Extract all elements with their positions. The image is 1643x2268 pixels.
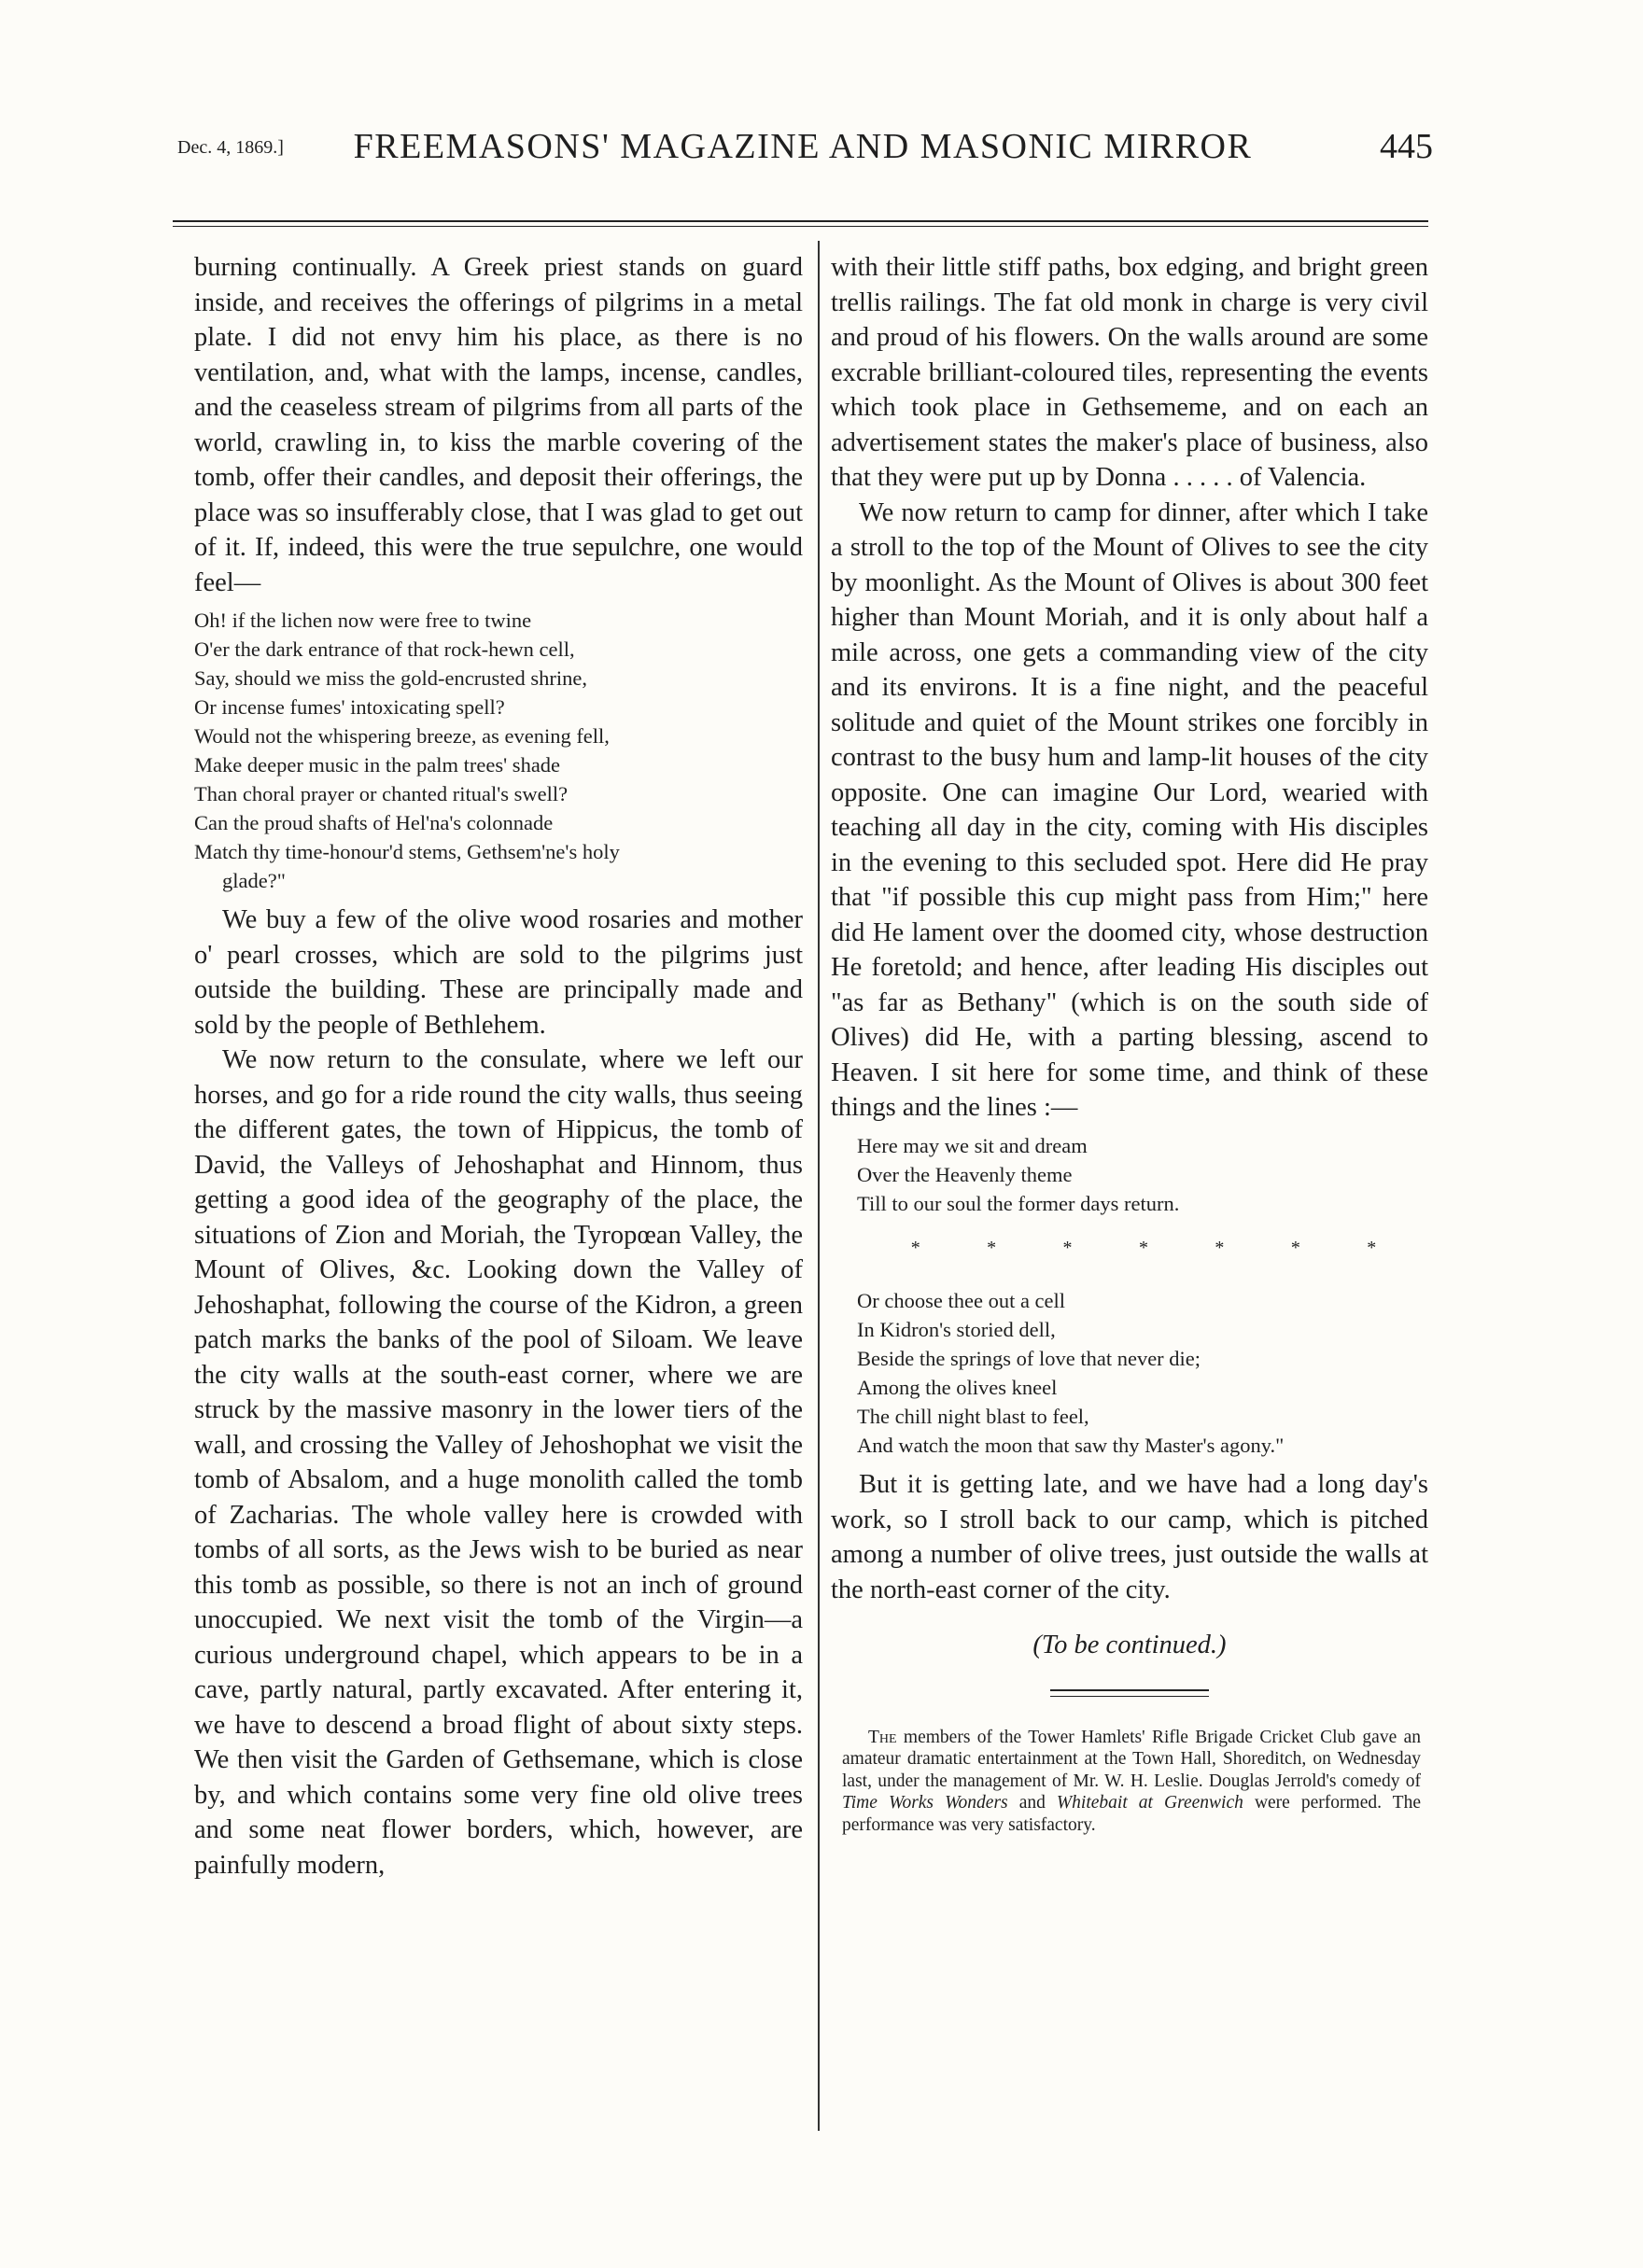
paragraph: burning continually. A Greek priest stands on guard inside, and receives the offerings of pilgrims in a metal plate. I did not envy him his place, as there is no ventilation, and, what with the lamps, incense, candles, and the ceaseless stream of pilgrims from all parts of the world, crawling in, to kiss the marble covering of the tomb, offer their candles, and deposit their offerings, the place was so insufferably close, that I was glad to get out of it. If, indeed, this were the true sepulchre, one would feel—: [194, 253, 803, 597]
asterism: [831, 1225, 1428, 1281]
paragraph: We now return to the consulate, where we left our horses, and go for a ride round the city walls, thus seeing the different gates, the town of Hippicus, the tomb of David, the Valleys of Jehoshaphat and Hinnom, thus getting a good idea of the geography of the place, the situations of Zion and Moriah, the Tyropœan Valley, the Mount of Olives, &c. Looking down the Valley of Jehoshaphat, following the course of the Kidron, a green patch marks the banks of the pool of Siloam. We leave the city walls at the south-east corner, where we are struck by the massive masonry in the lower tiers of the wall, and crossing the Valley of Jehoshophat we visit the tomb of Absalom, and a huge monolith called the tomb of Zacharias. The whole valley here is crowded with tombs of all sorts, as the Jews wish to be buried as near this tomb as possible, so there is not an inch of ground unoccupied. We next visit the tomb of the Virgin—a curious underground chapel, which appears to be in a cave, partly natural, partly excavated. After entering it, we have to descend a broad flight of about sixty steps. We then visit the Garden of Gethsemane, which is close by, and which contains some very fine old olive trees and some neat flower borders, which, however, are painfully modern,: [194, 1045, 803, 1880]
club-notice: [831, 1727, 1428, 1837]
poem-line: Here may we sit and dream: [857, 1133, 1088, 1157]
poem-line: Can the proud shafts of Hel'na's colonnade: [194, 811, 554, 834]
header-rule-thin: [173, 226, 1428, 227]
poem-line: Than choral prayer or chanted ritual's swell?: [194, 782, 569, 805]
poem-line: Beside the springs of love that never die;: [857, 1347, 1201, 1370]
poem-line: Match thy time-honour'd stems, Gethsem'ne's holy: [194, 840, 620, 863]
poem-line: Or incense fumes' intoxicating spell?: [194, 695, 505, 719]
poem-line-continuation: glade?": [222, 869, 286, 892]
issue-date: Dec. 4, 1869.]: [177, 137, 284, 158]
poem-line: Make deeper music in the palm trees' shade: [194, 753, 561, 777]
notice-text: members of the Tower Hamlets' Rifle Brigade Cricket Club gave an amateur dramatic entertainment at the Town Hall, Shoreditch, on Wednesday last, under the management of Mr. W. H. Leslie. Douglas Jerrold's comedy of: [842, 1727, 1421, 1791]
asterisk: *: [1138, 1237, 1148, 1258]
asterisk: *: [1367, 1237, 1377, 1258]
poem-line: And watch the moon that saw thy Master's agony.": [857, 1434, 1285, 1457]
asterisk: *: [1290, 1237, 1300, 1258]
poem-line: Or choose thee out a cell: [857, 1289, 1066, 1312]
asterisk: *: [987, 1237, 997, 1258]
column-divider: [818, 241, 820, 2131]
section-rule-thick: [1050, 1689, 1209, 1691]
poem-line: Would not the whispering breeze, as evening fell,: [194, 724, 610, 748]
section-rule-thin: [1050, 1696, 1209, 1697]
left-column: [194, 250, 803, 1883]
paragraph: with their little stiff paths, box edging, and bright green trellis railings. The fat old monk in charge is very civil and proud of his flowers. On the walls around are some excrable brilliant-coloured tiles, representing the events which took place in Gethsememe, and on each an advertisement states the maker's place of business, also that they were put up by Donna . . . . . of Valencia.: [831, 253, 1428, 492]
poem-line: O'er the dark entrance of that rock-hewn cell,: [194, 637, 575, 661]
asterisk: *: [1062, 1237, 1073, 1258]
header-rule-thick: [173, 220, 1428, 222]
poem-line: Over the Heavenly theme: [857, 1162, 1073, 1186]
to-be-continued: (To be continued.): [1032, 1631, 1227, 1659]
poem-line: Say, should we miss the gold-encrusted shrine,: [194, 666, 587, 690]
poem-line: Among the olives kneel: [857, 1376, 1058, 1399]
notice-text: and: [1007, 1793, 1057, 1813]
paragraph: We buy a few of the olive wood rosaries and mother o' pearl crosses, which are sold to the pilgrims just outside the building. These are principally made and sold by the people of Bethlehem.: [194, 905, 803, 1040]
poem-line: Till to our soul the former days return.: [857, 1191, 1180, 1215]
paragraph: But it is getting late, and we have had a long day's work, so I stroll back to our camp, which is pitched among a number of olive trees, just outside the walls at the north-east corner of the city.: [831, 1470, 1428, 1604]
poem-line: In Kidron's storied dell,: [857, 1318, 1056, 1341]
asterisk: *: [910, 1237, 920, 1258]
poem: [831, 1131, 1428, 1218]
poem: [831, 1286, 1428, 1460]
page-header: [177, 126, 1433, 182]
poem: [194, 606, 803, 895]
asterisk: *: [1215, 1237, 1225, 1258]
magazine-title: FREEMASONS' MAGAZINE AND MASONIC MIRROR: [353, 127, 1253, 166]
poem-line: The chill night blast to feel,: [857, 1405, 1089, 1428]
poem-line: Oh! if the lichen now were free to twine: [194, 609, 532, 632]
play-title: Time Works Wonders: [842, 1793, 1008, 1813]
notice-text: were performed. The performance was very satisfactory.: [842, 1793, 1422, 1835]
paragraph: We now return to camp for dinner, after which I take a stroll to the top of the Mount of Olives to see the city by moonlight. As the Mount of Olives is about 300 feet higher than Mount Moriah, and it is only about half a mile across, one gets a commanding view of the city and its environs. It is a fine night, and the peaceful solitude and quiet of the Mount strikes one forcibly in contrast to the busy hum and lamp-lit houses of the city opposite. One can imagine Our Lord, wearied with teaching all day in the city, coming with His disciples in the evening to this secluded spot. Here did He pray that "if possible this cup might pass from Him;" here did He lament over the doomed city, whose destruction He foretold; and hence, after leading His disciples out "as far as Bethany" (which is on the south side of Olives) did He, with a parting blessing, ascend to Heaven. I sit here for some time, and think of these things and the lines :—: [831, 497, 1428, 1122]
right-column: [831, 250, 1428, 1836]
notice-lead-word: The: [868, 1727, 897, 1747]
page-number: 445: [1380, 127, 1433, 166]
play-title: Whitebait at Greenwich: [1056, 1793, 1243, 1813]
